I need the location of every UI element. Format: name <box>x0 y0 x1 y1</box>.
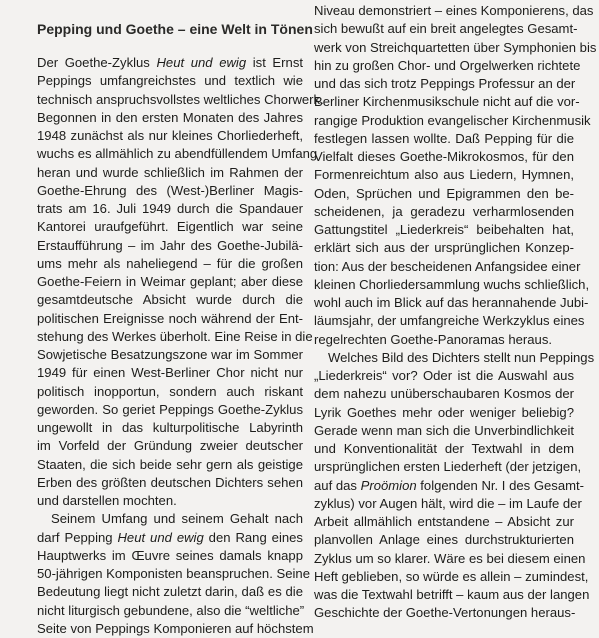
text-line <box>37 218 303 236</box>
text-line <box>37 109 303 127</box>
text-run: ums mehr als naheliegend – für die großen <box>37 255 303 271</box>
text-run: Seinem Umfang und seinem Gehalt nach <box>51 511 303 527</box>
text-line <box>37 182 303 200</box>
italic-title: Proömion <box>360 477 417 493</box>
text-run: Goethe-Ehrung des (West-)Berliner Magis- <box>37 182 303 198</box>
text-line <box>37 364 303 382</box>
text-line <box>314 586 590 604</box>
text-run: ursprünglichen ersten Liederheft (der jetzigen, <box>314 459 582 475</box>
italic-title: Heut und ewig <box>117 529 204 545</box>
text-run: Formenreichtum also aus Liedern, Hymnen, <box>314 167 574 183</box>
text-line <box>314 258 581 276</box>
text-run: 50-jährigen Komponisten beanspruchen. Seine <box>37 566 310 581</box>
text-line <box>37 91 324 109</box>
text-line <box>37 72 303 90</box>
text-line <box>314 440 574 458</box>
text-run: Zyklus um so klarer. Wäre es bei diesem einen <box>314 550 586 566</box>
text-run: tion: Aus der bescheidenen Anfangsidee einer <box>314 258 581 274</box>
text-line <box>37 200 303 218</box>
text-run: ungewollt in das kulturpolitische Labyrinth <box>37 420 303 435</box>
text-line <box>314 422 574 440</box>
text-run: Arbeit allmählich entstandene – Absicht zur <box>314 514 574 529</box>
text-run: Erstaufführung – im Jahr des Goethe-Jubilä- <box>37 237 303 253</box>
text-line <box>37 401 303 419</box>
text-run: Berliner Kirchenmusikschule nicht auf die vor- <box>314 94 580 110</box>
text-line <box>314 57 581 75</box>
text-line <box>37 255 303 273</box>
text-run: Kantorei uraufgeführt. Eigentlich war seine <box>37 219 303 235</box>
text-line <box>37 237 303 255</box>
text-line <box>37 492 303 510</box>
text-line <box>314 112 591 130</box>
text-run: „Liederkreis“ vor? Oder ist die Auswahl aus <box>314 368 574 383</box>
text-run: Niveau demonstriert – eines Komponierens, das <box>314 3 594 18</box>
text-line <box>37 510 303 528</box>
text-run: Staaten, die sich beide sehr gern als geistige <box>37 456 303 472</box>
text-run: Gattungstitel „Liederkreis“ beibehalten hat, <box>314 222 574 237</box>
text-run: Oden, Sprüchen und Epigrammen den be- <box>314 185 574 201</box>
text-run: wuchs es allmählich zu abendfüllendem Umfang <box>37 146 318 162</box>
text-run: zyklus) vor Augen hält, wird die – im Laufe der <box>314 495 582 511</box>
text-line <box>314 604 574 622</box>
text-run: trats am 16. Juli 1949 durch die Spandauer <box>37 201 303 216</box>
text-line <box>37 145 318 163</box>
text-line <box>37 164 303 182</box>
text-line <box>37 328 313 346</box>
text-run: darf Pepping <box>37 529 118 545</box>
text-run: politisch inopportun, sondern auch riskant <box>37 383 303 399</box>
text-run: technisch anspruchsvollstes weltliches Chorwerk. <box>37 91 324 107</box>
text-run: folgenden Nr. I des Gesamt- <box>416 477 585 493</box>
text-line <box>37 127 303 145</box>
text-line <box>314 148 574 166</box>
text-line <box>314 477 585 495</box>
text-run: Geschichte der Goethe-Vertonungen heraus- <box>314 605 576 621</box>
text-run: heran und wurde schließlich im Rahmen der <box>37 164 303 180</box>
text-line <box>314 312 585 330</box>
text-line <box>314 276 590 294</box>
text-line <box>314 458 582 476</box>
right-column <box>314 2 597 623</box>
text-line <box>37 346 303 364</box>
text-line <box>37 529 303 547</box>
text-run: Bedeutung liegt nicht zuletzt darin, daß es die <box>37 584 303 600</box>
text-run: wohl auch im Blick auf das herannahende Jubi- <box>314 295 589 310</box>
text-line <box>314 130 574 148</box>
text-line <box>37 565 310 583</box>
text-line <box>314 550 586 568</box>
text-run: was die Textwahl betrifft – kaum aus der langen <box>314 587 590 602</box>
text-run: Seite von Peppings Komponieren auf höchstem <box>37 620 314 636</box>
text-run: Begonnen in den ersten Monaten des Jahres <box>37 109 303 125</box>
text-run: nicht liturgisch gebundene, also die “weltliche” <box>37 602 305 618</box>
text-run: politischen Ereignisse noch während der Ent- <box>37 310 303 326</box>
text-line <box>37 620 314 638</box>
text-run: festlegen lassen wollte. Daß Pepping für die <box>314 130 574 146</box>
text-run: und das sich trotz Peppings Professur an der <box>314 76 576 91</box>
text-run: gesamtdeutsche Absicht wurde durch die <box>37 292 303 308</box>
italic-title: Heut und ewig <box>156 55 247 70</box>
text-line <box>314 349 595 367</box>
text-run: rangige Produktion evangelischer Kirchenmusik <box>314 112 591 128</box>
text-run: und darstellen mochten. <box>37 493 177 508</box>
text-line <box>314 185 574 203</box>
text-run: läumsjahr, der umfangreiche Werkzyklus eines <box>314 313 585 329</box>
text-run: auf das <box>314 477 361 493</box>
text-line <box>314 2 594 20</box>
text-line <box>37 419 303 437</box>
text-run: Heft geblieben, so würde es allein – zumindest, <box>314 568 589 584</box>
text-line <box>314 531 574 549</box>
text-line <box>314 39 597 57</box>
text-run: Lyrik Goethes mehr oder weniger beliebig? <box>314 404 574 420</box>
left-column-body <box>37 54 324 638</box>
text-run: Gerade wenn man sich die Unverbindlichkeit <box>314 422 574 438</box>
text-run: scheidenen, ja geradezu verharmlosenden <box>314 203 574 219</box>
text-line <box>314 404 574 422</box>
text-line <box>314 513 574 531</box>
text-run: erklärt sich aus der ursprünglichen Konzep- <box>314 240 574 256</box>
text-run: den Rang eines <box>203 529 303 545</box>
text-run: planvollen Anlage eines durchstrukturierten <box>314 532 574 548</box>
text-line <box>314 166 574 184</box>
text-run: im Vorfeld der Gründung zweier deutscher <box>37 438 303 454</box>
text-run: Goethe-Feiern in Weimar geplant; aber diese <box>37 274 303 289</box>
text-line <box>314 294 589 312</box>
text-run: dem nahezu unüberschaubaren Kosmos der <box>314 386 574 402</box>
text-line <box>37 291 303 309</box>
text-line <box>314 93 580 111</box>
text-run: hin zu großen Chor- und Orgelwerken richtete <box>314 57 581 73</box>
text-line <box>37 456 303 474</box>
text-run: Erben des größten deutschen Dichters sehen <box>37 474 303 490</box>
text-line <box>314 75 574 93</box>
text-line <box>37 310 303 328</box>
text-run: regelrechten Goethe-Panoramas heraus. <box>314 331 553 347</box>
text-run: und Konventionalität der Textwahl in dem <box>314 441 574 456</box>
text-line <box>314 385 574 403</box>
text-run: 1949 für einen West-Berliner Chor nicht nur <box>37 365 303 381</box>
text-run: Der Goethe-Zyklus <box>37 55 157 70</box>
text-run: stehung des Werkes überholt. Eine Reise in die <box>37 328 313 344</box>
section-heading: Pepping und Goethe – eine Welt in Tönen <box>37 21 313 37</box>
text-run: Sowjetische Besatzungszone war im Sommer <box>37 347 303 362</box>
left-column <box>37 20 324 638</box>
text-run: kleinen Chorliedersammlung wuchs schließlich, <box>314 276 590 292</box>
text-line <box>37 547 303 565</box>
text-run: Vielfalt dieses Goethe-Mikrokosmos, für den <box>314 149 574 164</box>
text-line <box>314 568 589 586</box>
text-run: 1948 zunächst als nur kleines Chorliederheft, <box>37 128 303 143</box>
text-line <box>37 474 303 492</box>
text-line <box>314 495 582 513</box>
text-line <box>37 583 303 601</box>
text-run: geworden. So geriet Peppings Goethe-Zyklus <box>37 401 303 417</box>
text-run: sich bewußt auf ein breit angelegtes Gesamt- <box>314 21 578 37</box>
text-run: Peppings umfangreichstes und textlich wie <box>37 73 303 89</box>
text-line <box>37 54 303 72</box>
text-run: ist Ernst <box>246 55 303 70</box>
text-run: Welches Bild des Dichters stellt nun Peppings <box>328 349 595 365</box>
text-line <box>314 20 578 38</box>
text-run: Hauptwerks im Œuvre seines damals knapp <box>37 547 303 563</box>
text-line <box>314 221 574 239</box>
text-line <box>37 437 303 455</box>
text-line <box>37 273 303 291</box>
text-line <box>314 331 574 349</box>
text-line <box>314 239 574 257</box>
text-line <box>314 367 574 385</box>
text-line <box>314 203 574 221</box>
text-run: werk von Streichquartetten über Symphonien bis <box>314 39 597 55</box>
text-line <box>37 602 303 620</box>
text-line <box>37 383 303 401</box>
right-column-body <box>314 2 597 623</box>
